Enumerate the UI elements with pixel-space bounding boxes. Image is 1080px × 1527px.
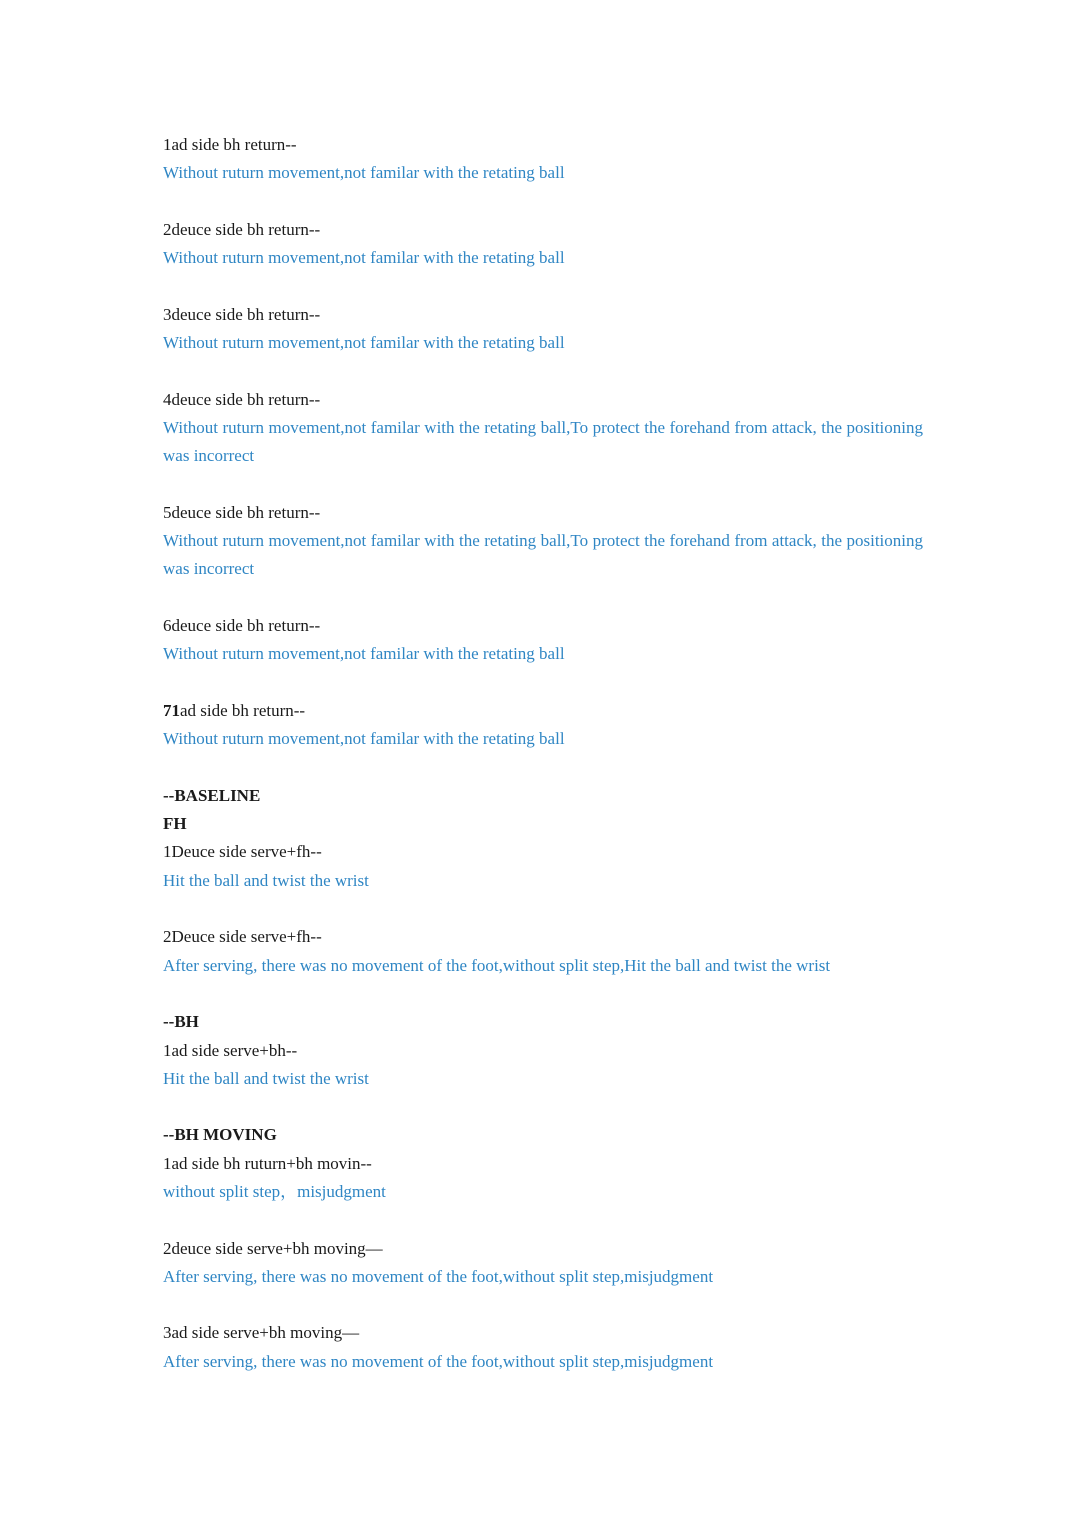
entry-note: Hit the ball and twist the wrist [163, 1068, 369, 1088]
entry-note: without split step，misjudgment [163, 1181, 386, 1201]
entry-title: 2deuce side bh return-- [163, 219, 321, 239]
entry-note: Without ruturn movement,not familar with the retating ball [163, 333, 565, 353]
entry-note: Without ruturn movement,not familar with the retating ball,To protect the forehand from attack, the positioning was incorrect [163, 417, 923, 466]
entry-title: 1Deuce side serve+fh-- [163, 842, 322, 862]
entry-note: Without ruturn movement,not familar with the retating ball [163, 729, 565, 749]
entry-note: Without ruturn movement,not familar with the retating ball,To protect the forehand from attack, the positioning was incorrect [163, 531, 923, 579]
entry-note: Without ruturn movement,not familar with the retating ball [163, 163, 565, 183]
entry-note: After serving, there was no movement of the foot,without split step,misjudgment [163, 1351, 714, 1371]
entry-title: 3deuce side bh return-- [163, 304, 321, 324]
entry-note: After serving, there was no movement of the foot,without split step,Hit the ball and twist the wrist [163, 955, 831, 975]
entry-title: 1ad side bh return-- [163, 135, 297, 154]
entry-number: 71 [163, 700, 180, 720]
entry-title: 1ad side serve+bh-- [163, 1040, 298, 1060]
entry-title: 5deuce side bh return-- [163, 502, 321, 522]
entry-title: 2Deuce side serve+fh-- [163, 927, 322, 947]
entry-note: Without ruturn movement,not familar with the retating ball [163, 644, 565, 664]
entry-title: 6deuce side bh return-- [163, 616, 321, 636]
entry-note: After serving, there was no movement of the foot,without split step,misjudgment [163, 1266, 714, 1286]
entry-title: 2deuce side serve+bh moving— [163, 1238, 383, 1258]
section-heading: --BH MOVING [163, 1125, 277, 1145]
section-heading: --BASELINE [163, 785, 261, 805]
entry-note: Hit the ball and twist the wrist [163, 870, 369, 890]
entry-title-text: ad side bh return-- [180, 700, 306, 720]
section-subheading: FH [163, 814, 187, 834]
entry-title: 1ad side bh ruturn+bh movin-- [163, 1153, 372, 1173]
document-page [163, 131, 923, 1376]
entry-title: 3ad side serve+bh moving— [163, 1323, 360, 1343]
entry-title [163, 697, 923, 725]
section-heading: --BH [163, 1012, 199, 1032]
entry-note: Without ruturn movement,not familar with the retating ball [163, 248, 565, 268]
entry-title: 4deuce side bh return-- [163, 389, 321, 409]
